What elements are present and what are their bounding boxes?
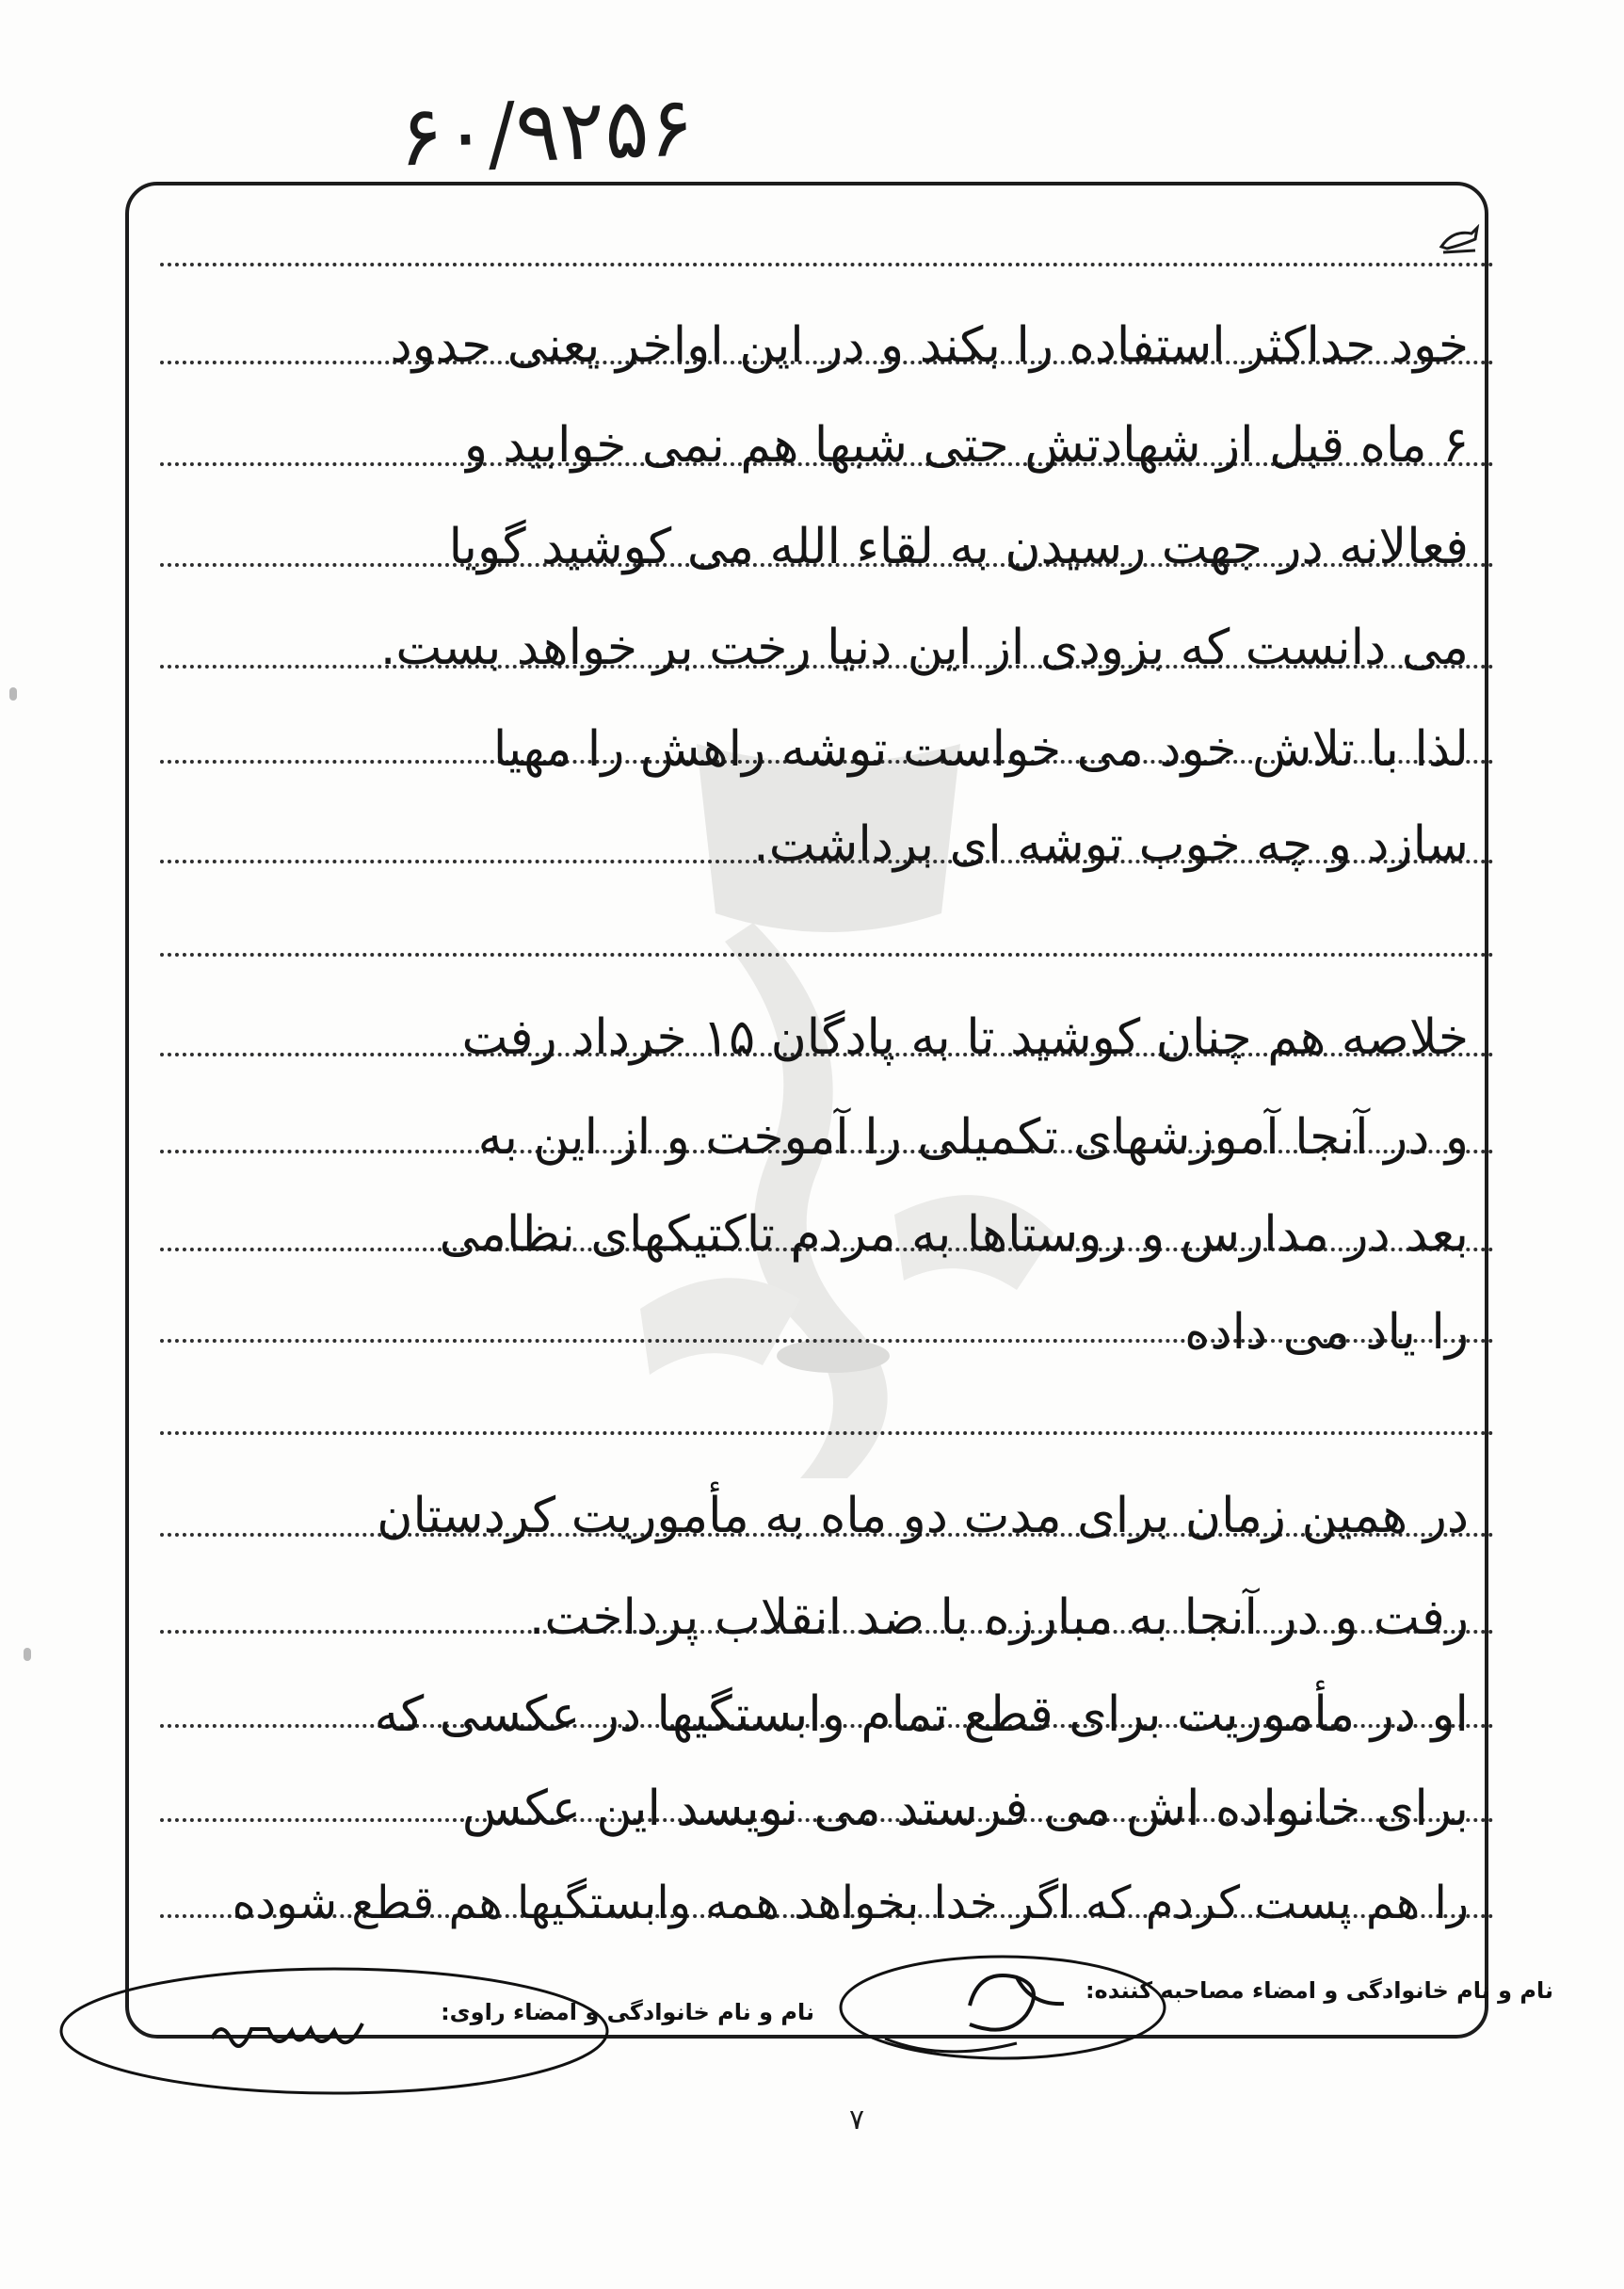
body-line: در همین زمان برای مدت دو ماه به مأموریت کردستان: [377, 1488, 1469, 1544]
body-line: او در مأموریت برای قطع تمام وابستگیها در عکسی که: [374, 1686, 1469, 1743]
body-line: بعد در مدارس و روستاها به مردم تاکتیکهای نظامی: [439, 1206, 1469, 1263]
narrator-signature-label: نام و نام خانوادگی و امضاء راوی:: [441, 1999, 814, 2025]
body-line: را هم پست کردم که اگر خدا بخواهد همه وابستگیها هم قطع شوده: [232, 1877, 1469, 1929]
body-line: خلاصه هم چنان کوشید تا به پادگان ۱۵ خرداد رفت: [461, 1009, 1469, 1066]
ruled-line: [160, 953, 1494, 957]
body-line: می دانست که بزودی از این دنیا رخت بر خواهد بست.: [379, 620, 1469, 676]
pen-writing-icon: [1438, 224, 1481, 256]
body-line: و در آنجا آموزشهای تکمیلی را آموخت و از این به: [477, 1109, 1469, 1166]
body-line: سازد و چه خوب توشه ای برداشت.: [753, 816, 1469, 873]
punch-hole: [9, 687, 17, 701]
ruled-line: [160, 263, 1494, 266]
body-line: را یاد می داده: [1184, 1304, 1469, 1361]
ruled-line: [160, 1431, 1494, 1435]
reference-number: ۶۰/۹۲۵۶: [396, 77, 696, 185]
punch-hole: [24, 1648, 31, 1661]
body-line: رفت و در آنجا به مبارزه با ضد انقلاب پرداخت.: [528, 1589, 1469, 1646]
interviewer-signature-label: نام و نام خانوادگی و امضاء مصاحبه کننده:: [1085, 1977, 1553, 2004]
interviewer-signature-icon: [828, 1949, 1167, 2071]
body-line: برای خانواده اش می فرستد می نویسد این عکس: [461, 1781, 1469, 1837]
body-line: خود حداکثر استفاده را بکند و در این اواخر یعنی حدود: [390, 317, 1469, 374]
page-number: ۷: [848, 2104, 865, 2136]
narrator-signature-icon: [52, 1963, 617, 2104]
body-line: فعالانه در جهت رسیدن به لقاء الله می کوشید گویا: [448, 519, 1469, 575]
body-line: ۶ ماه قبل از شهادتش حتی شبها هم نمی خوابید و: [463, 417, 1469, 474]
body-line: لذا با تلاش خود می خواست توشه راهش را مهیا: [492, 721, 1469, 778]
